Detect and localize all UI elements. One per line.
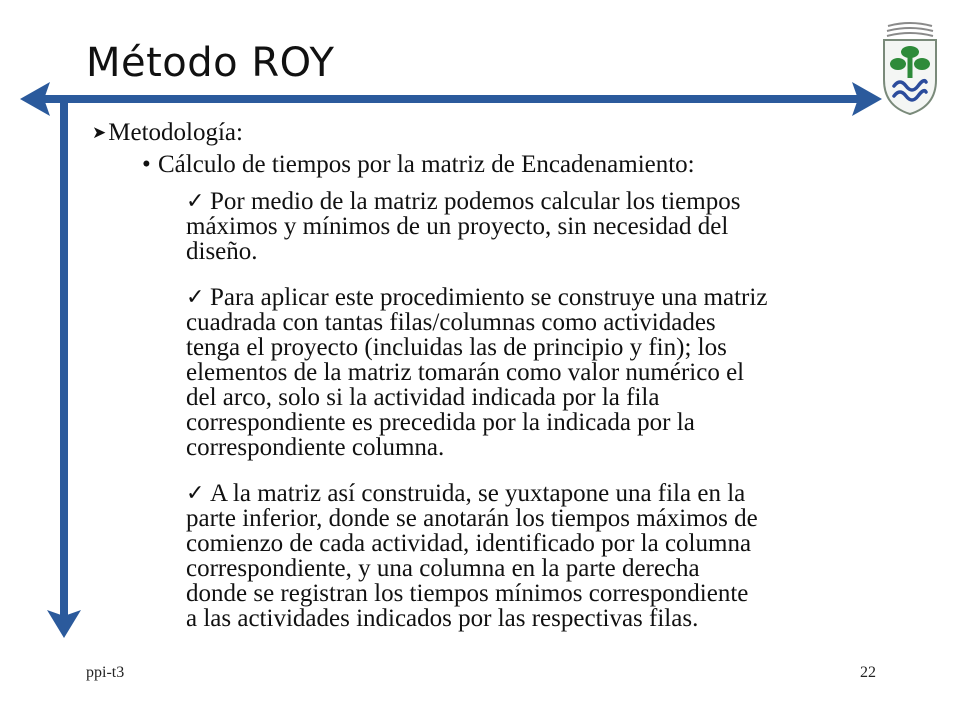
check-paragraph-3 — [186, 481, 926, 631]
check-bullet-icon: ✓ — [186, 189, 205, 214]
paragraph-line: correspondiente, y una columna en la parte derecha — [186, 555, 700, 582]
paragraph-line: parte inferior, donde se anotarán los tiempos máximos de — [186, 505, 758, 532]
paragraph-line: elementos de la matriz tomarán como valor numérico el — [186, 359, 745, 386]
paragraph-line: A la matriz así construida, se yuxtapone una fila en la — [210, 480, 746, 507]
footer-filename: ppi-t3 — [86, 664, 125, 681]
bullet-level-2 — [142, 150, 695, 180]
check-bullet-icon: ✓ — [186, 481, 205, 506]
paragraph-line: correspondiente es precedida por la indicada por la — [186, 409, 695, 436]
dot-bullet-icon: • — [142, 151, 151, 178]
paragraph-line: correspondiente columna. — [186, 434, 445, 461]
bullet-level-1-text: Metodología: — [108, 119, 243, 146]
paragraph-line: donde se registran los tiempos mínimos correspondiente — [186, 580, 749, 607]
paragraph-line: Para aplicar este procedimiento se construye una matriz — [210, 284, 768, 311]
paragraph-line: a las actividades indicados por las respectivas filas. — [186, 605, 699, 632]
arrow-bullet-icon: ➤ — [92, 123, 107, 143]
paragraph-line: tenga el proyecto (incluidas las de principio y fin); los — [186, 334, 727, 361]
slide-title: Método ROY — [86, 40, 335, 86]
bullet-level-2-text: Cálculo de tiempos por la matriz de Encadenamiento: — [158, 151, 695, 178]
check-bullet-icon: ✓ — [186, 285, 205, 310]
paragraph-line: Por medio de la matriz podemos calcular los tiempos — [210, 188, 741, 215]
paragraph-line: comienzo de cada actividad, identificado por la columna — [186, 530, 752, 557]
paragraph-line: diseño. — [186, 238, 258, 265]
paragraph-line: máximos y mínimos de un proyecto, sin necesidad del — [186, 213, 729, 240]
check-paragraph-2 — [186, 285, 926, 460]
paragraph-line: cuadrada con tantas filas/columnas como actividades — [186, 309, 716, 336]
page-number: 22 — [860, 664, 876, 681]
bullet-level-1 — [92, 118, 243, 148]
paragraph-line: del arco, solo si la actividad indicada por la fila — [186, 384, 660, 411]
check-paragraph-1 — [186, 189, 926, 264]
